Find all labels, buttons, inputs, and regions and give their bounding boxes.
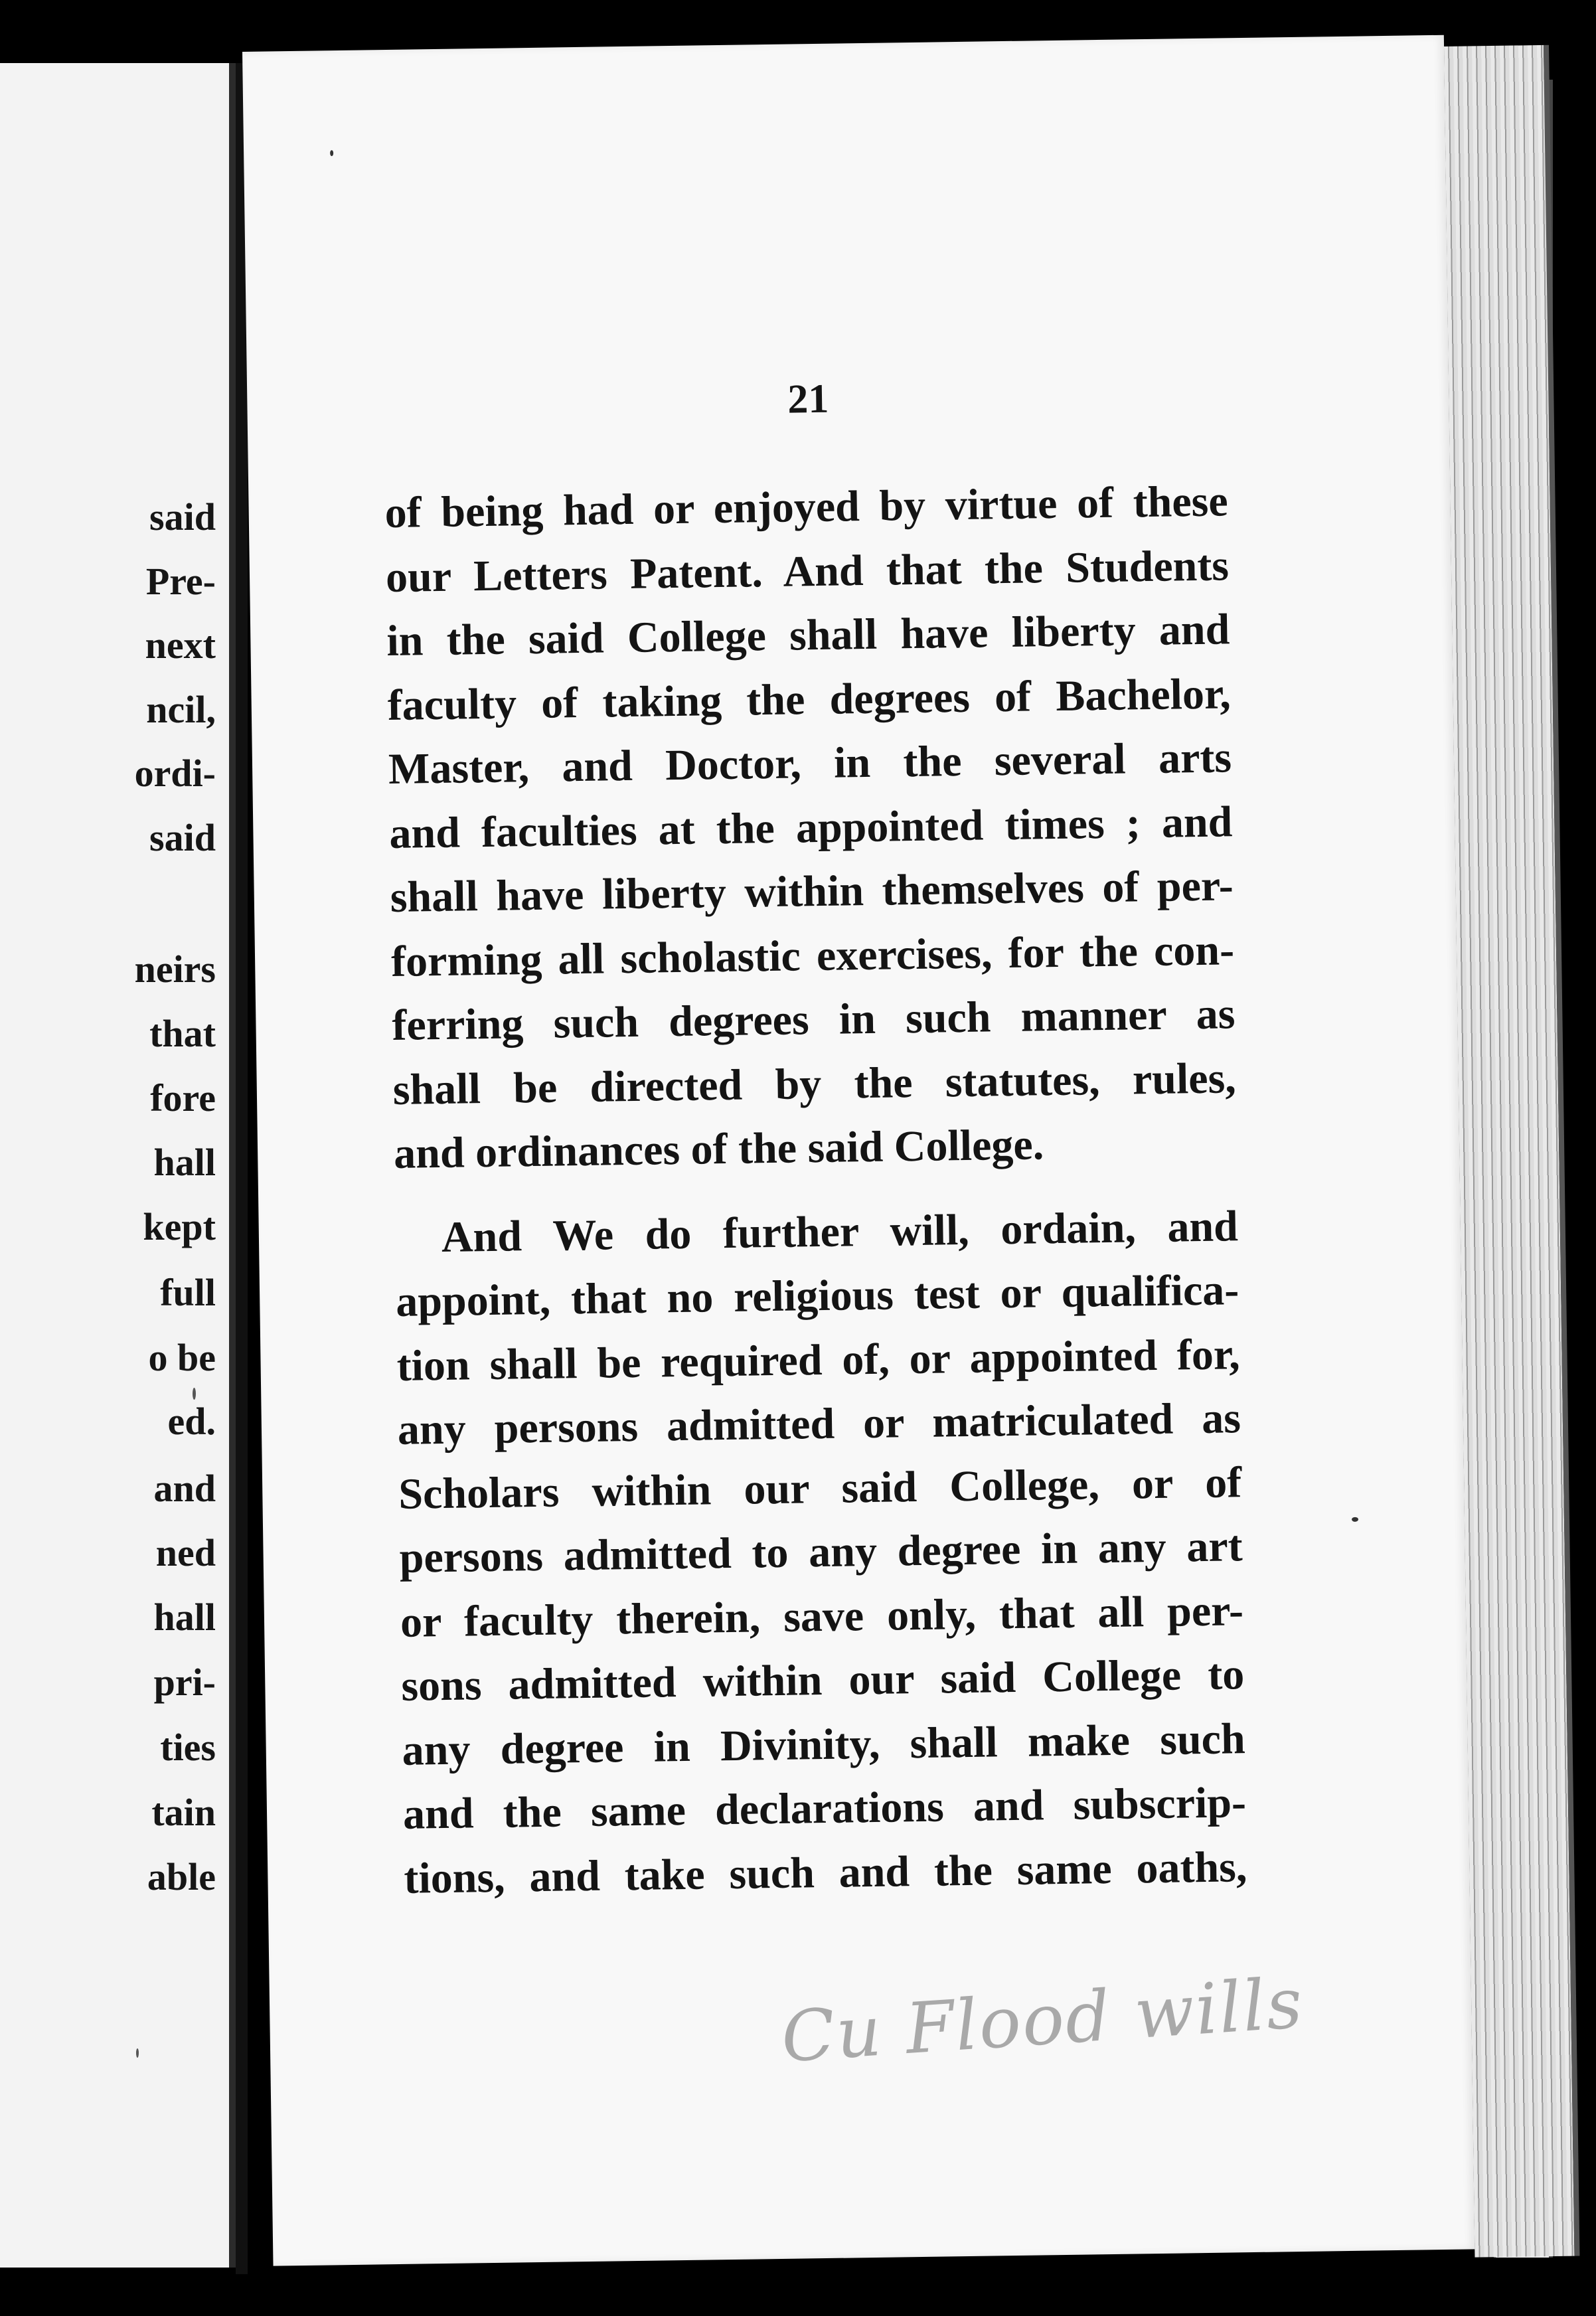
text-line: any degree in Divinity, shall make such (402, 1714, 1246, 1775)
text-line: or faculty therein, save only, that all per- (400, 1586, 1244, 1647)
text-line: sons admitted within our said College to (400, 1650, 1245, 1710)
paper-speck (136, 2048, 139, 2058)
left-fragment: fore (150, 1076, 216, 1119)
text-line: Scholars within our said College, or of (398, 1457, 1242, 1519)
body-text (384, 469, 1247, 1911)
left-fragment: ncil, (146, 688, 216, 731)
left-fragment: tain (151, 1791, 216, 1834)
left-fragment: ties (160, 1726, 216, 1769)
handwritten-note: Cu Flood wills (779, 1962, 1306, 2078)
text-line: Master, and Doctor, in the several arts (388, 733, 1232, 794)
text-line: and ordinances of the said College. (393, 1120, 1044, 1178)
left-fragment: neirs (134, 948, 216, 991)
paper-speck (330, 150, 333, 156)
text-line: tions, and take such and the same oaths, (403, 1842, 1247, 1903)
left-fragment: ed. (167, 1400, 216, 1443)
left-fragment: hall (153, 1141, 216, 1184)
left-fragment: o be (148, 1336, 216, 1379)
left-fragment: able (147, 1855, 216, 1898)
previous-page-edge (0, 63, 236, 2268)
text-line: in the said College shall have liberty and (386, 605, 1230, 666)
text-line: ferring such degrees in such manner as (391, 989, 1236, 1050)
text-line: tion shall be required of, or appointed for, (396, 1329, 1241, 1390)
book-gutter (236, 63, 248, 2274)
text-line: forming all scholastic exercises, for the con- (390, 925, 1235, 986)
text-line: persons admitted to any degree in any art (399, 1522, 1243, 1582)
text-line: shall have liberty within themselves of per- (390, 861, 1234, 922)
left-fragment: that (149, 1012, 216, 1055)
left-fragment: pri- (153, 1661, 216, 1704)
left-fragment: said (149, 495, 216, 538)
left-fragment: kept (143, 1205, 216, 1248)
left-fragment: Pre- (145, 560, 216, 603)
paper-speck (193, 1388, 196, 1400)
left-fragment: ned (155, 1531, 216, 1574)
left-fragment: said (149, 816, 216, 859)
text-line: appoint, that no religious test or qualifica- (395, 1266, 1239, 1326)
text-line: any persons admitted or matriculated as (397, 1394, 1241, 1454)
page-number: 21 (787, 376, 829, 422)
text-line: And We do further will, ordain, and (441, 1201, 1239, 1262)
text-line: shall be directed by the statutes, rules, (392, 1053, 1237, 1114)
left-fragment: ordi- (134, 752, 216, 795)
left-fragment: hall (153, 1596, 216, 1639)
paper-speck (1352, 1517, 1358, 1522)
main-page (242, 35, 1475, 2266)
text-line: of being had or enjoyed by virtue of these (384, 477, 1229, 538)
left-fragment: and (153, 1467, 216, 1510)
text-line: and faculties at the appointed times ; and (388, 797, 1233, 858)
left-fragment: next (145, 623, 216, 667)
left-fragment: full (160, 1271, 216, 1314)
text-line: our Letters Patent. And that the Students (385, 540, 1230, 602)
text-line: faculty of taking the degrees of Bachelor, (387, 669, 1232, 730)
text-line: and the same declarations and subscrip- (402, 1778, 1247, 1839)
